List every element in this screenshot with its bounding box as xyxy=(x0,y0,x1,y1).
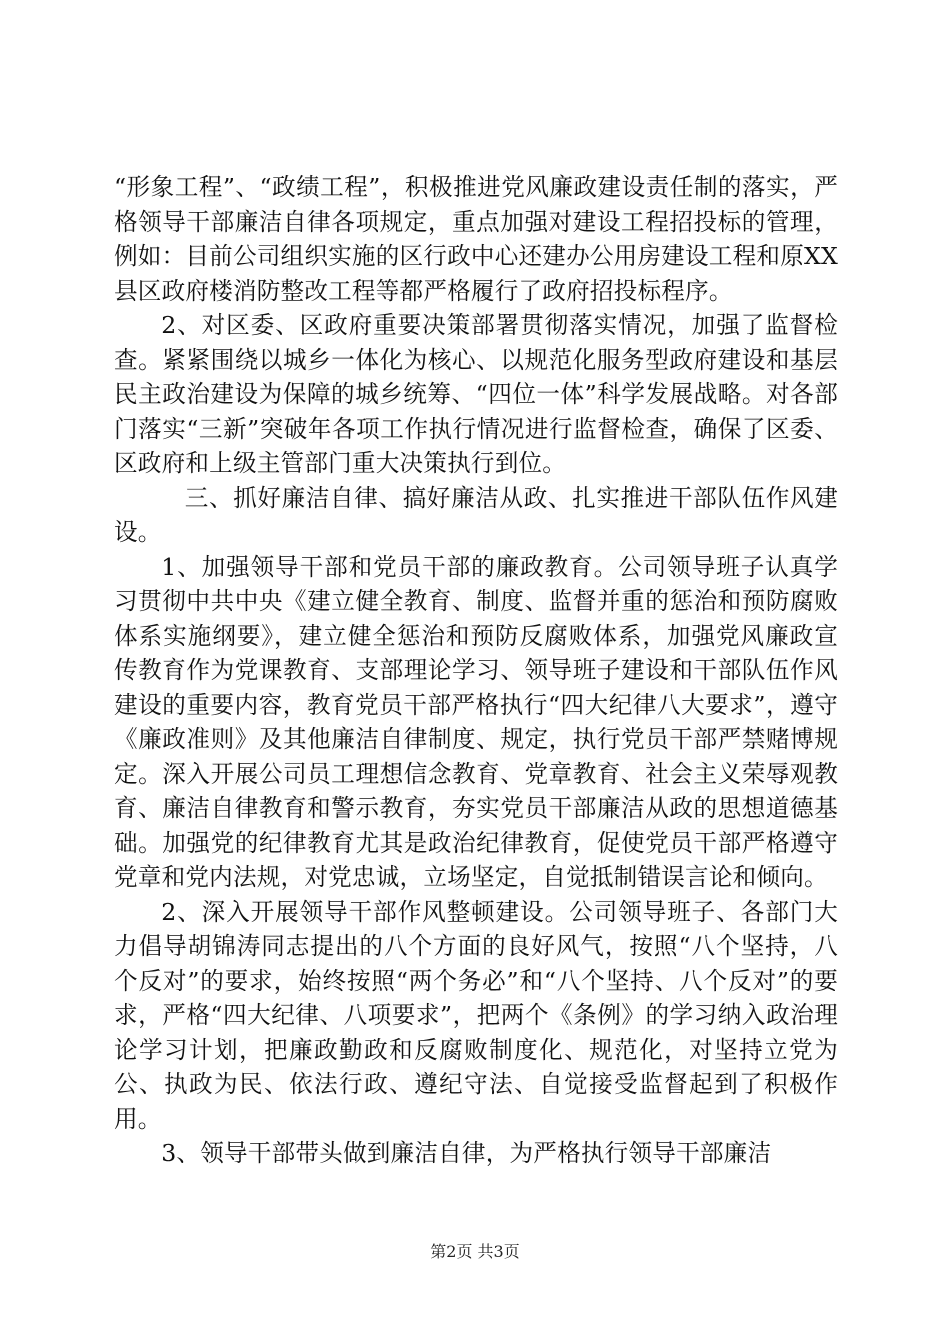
paragraph-item-3: 3、领导干部带头做到廉洁自律，为严格执行领导干部廉洁 xyxy=(161,1139,772,1167)
paragraph-continuation: “形象工程”、“政绩工程”，积极推进党风廉政建设责任制的落实，严格领导干部廉洁自律各项规定，重点加强对建设工程招投标的管理，例如：目前公司组织实施的区行政中心还建办公用房建设工程和原XX县区政府楼消防整改工程等都严格履行了政府招投标程序。 xyxy=(114,173,839,305)
paragraph-item-1: 1、加强领导干部和党员干部的廉政教育。公司领导班子认真学习贯彻中共中央《建立健全教育、制度、监督并重的惩治和预防腐败体系实施纲要》，建立健全惩治和预防反腐败体系，加强党风廉政宣传教育作为党课教育、支部理论学习、领导班子建设和干部队伍作风建设的重要内容，教育党员干部严格执行“四大纪律八大要求”，遵守《廉政准则》及其他廉洁自律制度、规定，执行党员干部严禁赌博规定。深入开展公司员工理想信念教育、党章教育、社会主义荣辱观教育、廉洁自律教育和警示教育，夯实党员干部廉洁从政的思想道德基础。加强党的纪律教育尤其是政治纪律教育，促使党员干部严格遵守党章和党内法规，对党忠诚，立场坚定，自觉抵制错误言论和倾向。 xyxy=(114,552,838,891)
paragraph-item-2: 2、对区委、区政府重要决策部署贯彻落实情况，加强了监督检查。紧紧围绕以城乡一体化为核心、以规范化服务型政府建设和基层民主政治建设为保障的城乡统筹、“四位一体”科学发展战略。对各部门落实“三新”突破年各项工作执行情况进行监督检查，确保了区委、区政府和上级主管部门重大决策执行到位。 xyxy=(114,311,838,477)
section-heading-3: 三、抓好廉洁自律、搞好廉洁从政、扎实推进干部队伍作风建设。 xyxy=(114,483,838,546)
document-body xyxy=(114,170,838,1171)
page-footer: 第2页 共3页 xyxy=(430,1242,520,1261)
paragraph-item-2b: 2、深入开展领导干部作风整顿建设。公司领导班子、各部门大力倡导胡锦涛同志提出的八个方面的良好风气，按照“八个坚持，八个反对”的要求，始终按照“两个务必”和“八个坚持、八个反对”的要求，严格“四大纪律、八项要求”，把两个《条例》的学习纳入政治理论学习计划，把廉政勤政和反腐败制度化、规范化，对坚持立党为公、执政为民、依法行政、遵纪守法、自觉接受监督起到了积极作用。 xyxy=(114,897,838,1133)
